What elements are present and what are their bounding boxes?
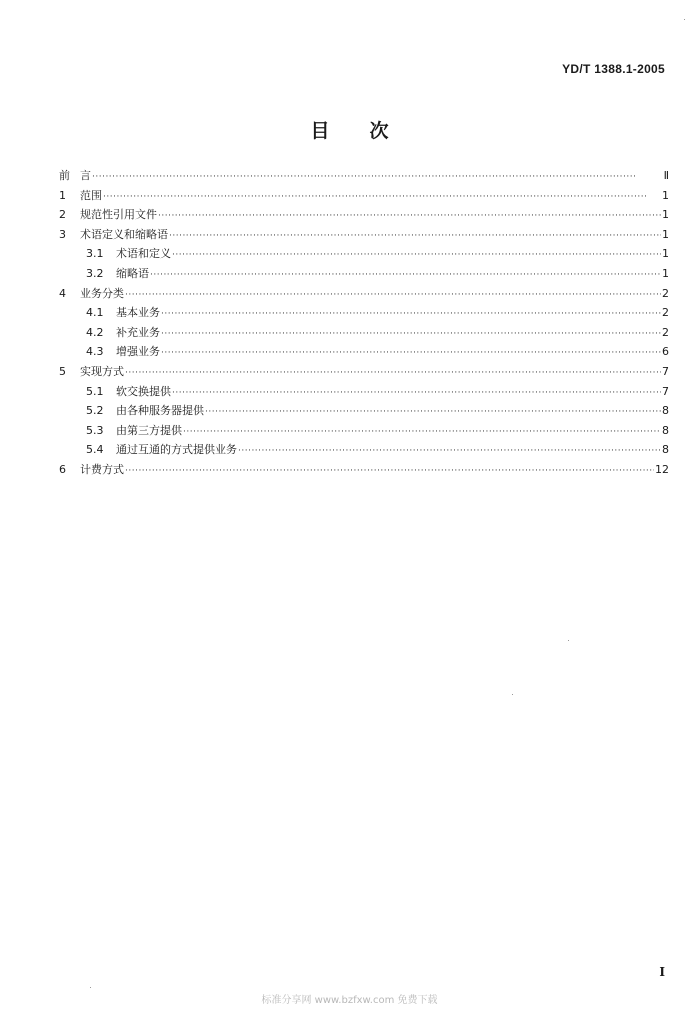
toc-entry-title: 术语和定义 xyxy=(116,247,171,261)
toc-dot-leader xyxy=(150,266,661,286)
toc-entry-page: 2 xyxy=(662,286,669,300)
toc-entry[interactable] xyxy=(59,205,669,225)
toc-entry-number: 前 xyxy=(59,169,70,182)
toc-entry-title: 实现方式 xyxy=(80,364,124,378)
scan-speck xyxy=(90,987,91,988)
toc-entry-page: 1 xyxy=(662,208,669,222)
toc-entry[interactable] xyxy=(59,362,669,382)
toc-entry-title: 由第三方提供 xyxy=(116,423,182,437)
toc-title-char-2: 次 xyxy=(369,120,389,142)
toc-entry-title: 术语定义和缩略语 xyxy=(80,227,168,241)
toc-dot-leader xyxy=(161,305,661,325)
toc-entry[interactable] xyxy=(59,342,669,362)
toc-dot-leader xyxy=(161,325,661,345)
toc-entry[interactable] xyxy=(59,382,669,402)
watermark-text: 标准分享网 www.bzfxw.com 免费下载 xyxy=(261,995,438,1006)
toc-entry-title: 增强业务 xyxy=(116,345,160,359)
toc-entry-number: 4 xyxy=(59,286,66,300)
toc-entry-number: 4.1 xyxy=(86,306,104,320)
toc-dot-leader xyxy=(103,188,661,208)
toc-entry-number: 3.2 xyxy=(86,266,104,280)
scan-speck xyxy=(512,694,513,695)
toc-entry[interactable] xyxy=(59,264,669,284)
toc-entry-title: 计费方式 xyxy=(80,462,124,476)
document-code: YD/T 1388.1-2005 xyxy=(562,62,665,76)
toc-entry-page: 8 xyxy=(662,443,669,457)
toc-entry-page: 1 xyxy=(662,188,669,202)
toc-entry-page: 12 xyxy=(655,462,669,476)
toc-entry-number: 4.3 xyxy=(86,345,104,359)
toc-entry-number: 2 xyxy=(59,208,66,222)
toc-entry[interactable] xyxy=(59,284,669,304)
toc-dot-leader xyxy=(161,344,661,364)
toc-entry-title: 规范性引用文件 xyxy=(80,208,157,222)
toc-entry[interactable] xyxy=(59,186,669,206)
toc-entry[interactable] xyxy=(59,401,669,421)
toc-entry-page: 1 xyxy=(662,266,669,280)
toc-title-char-1: 目 xyxy=(310,120,330,142)
toc-entry[interactable] xyxy=(59,440,669,460)
toc-entry-title: 补充业务 xyxy=(116,325,160,339)
toc-dot-leader xyxy=(169,227,661,247)
toc-dot-leader xyxy=(205,403,661,423)
toc-entry-number: 6 xyxy=(59,462,66,476)
toc-title xyxy=(0,116,699,143)
toc-entry-page: 7 xyxy=(662,384,669,398)
toc-dot-leader xyxy=(238,442,661,462)
toc-dot-leader xyxy=(172,246,661,266)
toc-dot-leader xyxy=(172,384,661,404)
toc-entry-page: 1 xyxy=(662,247,669,261)
toc-entry[interactable] xyxy=(59,303,669,323)
toc-entry-number: 5.3 xyxy=(86,423,104,437)
toc-entry-page: 1 xyxy=(662,227,669,241)
toc-entry[interactable] xyxy=(59,166,669,186)
page-number: I xyxy=(659,965,665,979)
toc-entry-title: 缩略语 xyxy=(116,266,149,280)
toc-dot-leader xyxy=(158,207,661,227)
toc-dot-leader xyxy=(125,286,661,306)
toc-entry-page: 8 xyxy=(662,404,669,418)
toc-dot-leader xyxy=(92,168,662,188)
toc-entry-number: 5.1 xyxy=(86,384,104,398)
scan-speck xyxy=(568,640,569,641)
toc-entry-title: 言 xyxy=(80,169,91,182)
table-of-contents xyxy=(59,166,669,480)
toc-entry-number: 1 xyxy=(59,188,66,202)
toc-entry-number: 3 xyxy=(59,227,66,241)
toc-entry-number: 4.2 xyxy=(86,325,104,339)
toc-entry[interactable] xyxy=(59,460,669,480)
toc-entry-title: 基本业务 xyxy=(116,306,160,320)
toc-entry-number: 5.2 xyxy=(86,404,104,418)
toc-dot-leader xyxy=(183,423,661,443)
toc-dot-leader xyxy=(125,364,661,384)
scan-speck xyxy=(684,19,685,20)
toc-entry[interactable] xyxy=(59,225,669,245)
toc-entry[interactable] xyxy=(59,244,669,264)
toc-entry-page: Ⅱ xyxy=(663,169,669,182)
toc-entry-page: 8 xyxy=(662,423,669,437)
toc-entry-number: 3.1 xyxy=(86,247,104,261)
toc-entry[interactable] xyxy=(59,421,669,441)
toc-entry-title: 由各种服务器提供 xyxy=(116,404,204,418)
toc-entry-title: 范围 xyxy=(80,188,102,202)
toc-entry-page: 2 xyxy=(662,325,669,339)
toc-entry-page: 2 xyxy=(662,306,669,320)
toc-entry-number: 5.4 xyxy=(86,443,104,457)
toc-entry-title: 软交换提供 xyxy=(116,384,171,398)
toc-entry-title: 通过互通的方式提供业务 xyxy=(116,443,237,457)
toc-entry-page: 7 xyxy=(662,364,669,378)
toc-dot-leader xyxy=(125,462,654,482)
toc-entry[interactable] xyxy=(59,323,669,343)
toc-entry-title: 业务分类 xyxy=(80,286,124,300)
toc-entry-number: 5 xyxy=(59,364,66,378)
toc-entry-page: 6 xyxy=(662,345,669,359)
